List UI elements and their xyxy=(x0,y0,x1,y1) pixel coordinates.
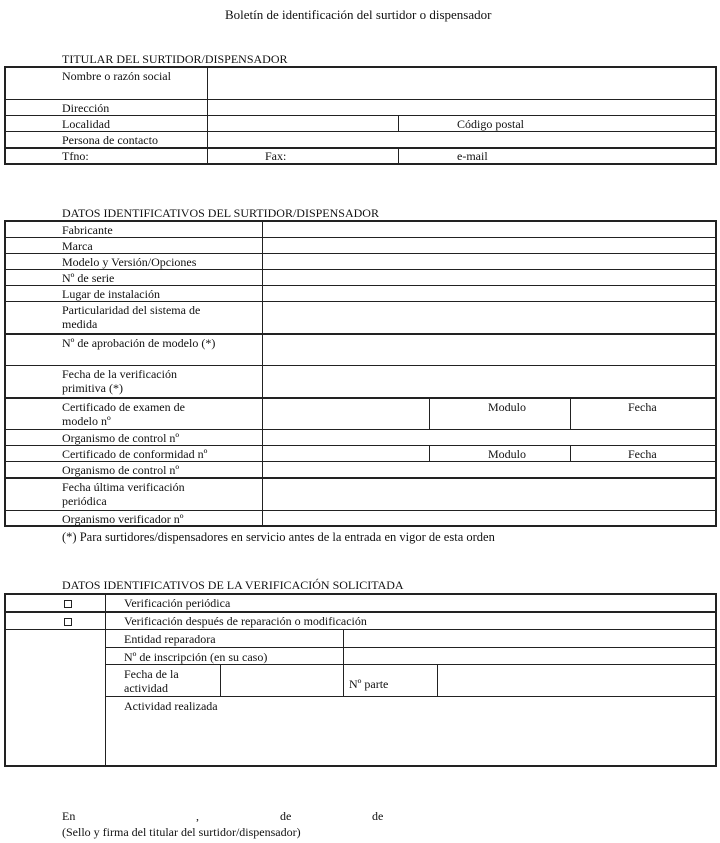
checkbox-verificacion-periodica[interactable] xyxy=(64,600,72,608)
signature-caption: (Sello y firma del titular del surtidor/dispensador) xyxy=(62,825,301,839)
field-modelo[interactable] xyxy=(263,254,716,269)
label-organismo-verificador: Organismo verificador nº xyxy=(62,512,184,526)
label-fecha-1: Fecha xyxy=(628,400,657,414)
field-fabricante[interactable] xyxy=(263,222,716,237)
field-fecha-verificacion-primitiva[interactable] xyxy=(263,366,716,397)
section-heading-titular: TITULAR DEL SURTIDOR/DISPENSADOR xyxy=(62,52,288,66)
label-numero-parte: Nº parte xyxy=(349,677,389,691)
label-marca: Marca xyxy=(62,239,93,253)
label-codigo-postal: Código postal xyxy=(457,117,525,131)
section-heading-datos-surtidor: DATOS IDENTIFICATIVOS DEL SURTIDOR/DISPENSADOR xyxy=(62,206,379,220)
checkbox-verificacion-reparacion[interactable] xyxy=(64,618,72,626)
field-fecha-actividad[interactable] xyxy=(221,666,343,696)
field-fecha-ultima-verificacion[interactable] xyxy=(263,479,716,510)
page-title: Boletín de identificación del surtidor o dispensador xyxy=(225,7,492,22)
label-persona-contacto: Persona de contacto xyxy=(62,133,158,147)
field-nombre[interactable] xyxy=(208,68,716,99)
field-marca[interactable] xyxy=(263,238,716,253)
label-organismo-control-2: Organismo de control nº xyxy=(62,463,180,477)
field-actividad-realizada[interactable] xyxy=(106,712,716,765)
label-lugar: Lugar de instalación xyxy=(62,287,160,301)
label-organismo-control-1: Organismo de control nº xyxy=(62,431,180,445)
field-localidad[interactable] xyxy=(208,116,398,131)
field-inscripcion[interactable] xyxy=(344,648,716,664)
label-serie: Nº de serie xyxy=(62,271,115,285)
field-certificado-conformidad[interactable] xyxy=(263,446,429,461)
label-inscripcion: Nº de inscripción (en su caso) xyxy=(124,650,268,664)
field-particularidad[interactable] xyxy=(263,302,716,333)
field-direccion[interactable] xyxy=(208,100,716,115)
field-entidad-reparadora[interactable] xyxy=(344,631,716,647)
label-fecha-ultima-verificacion: Fecha última verificación periódica xyxy=(62,480,185,508)
field-aprobacion[interactable] xyxy=(263,335,716,365)
label-email: e-mail xyxy=(457,149,488,163)
label-verificacion-periodica: Verificación periódica xyxy=(124,596,231,610)
signature-de-2: de xyxy=(372,809,384,823)
label-actividad-realizada: Actividad realizada xyxy=(124,699,218,713)
label-modelo: Modelo y Versión/Opciones xyxy=(62,255,197,269)
label-verificacion-reparacion: Verificación después de reparación o modificación xyxy=(124,614,367,628)
field-organismo-control-2[interactable] xyxy=(263,462,716,477)
label-fecha-verificacion-primitiva: Fecha de la verificación primitiva (*) xyxy=(62,367,177,395)
label-fax: Fax: xyxy=(265,149,287,163)
signature-comma: , xyxy=(196,809,199,823)
label-fecha-2: Fecha xyxy=(628,447,657,461)
label-modulo-1: Modulo xyxy=(488,400,527,414)
signature-en: En xyxy=(62,809,76,823)
field-certificado-examen[interactable] xyxy=(263,399,429,429)
label-fabricante: Fabricante xyxy=(62,223,113,237)
label-fecha-actividad: Fecha de la actividad xyxy=(124,667,179,695)
field-persona-contacto[interactable] xyxy=(208,132,716,147)
field-lugar[interactable] xyxy=(263,286,716,301)
label-aprobacion: Nº de aprobación de modelo (*) xyxy=(62,336,216,350)
field-numero-parte[interactable] xyxy=(438,666,716,696)
section-heading-verificacion: DATOS IDENTIFICATIVOS DE LA VERIFICACIÓN SOLICITADA xyxy=(62,578,404,592)
label-localidad: Localidad xyxy=(62,117,110,131)
label-certificado-conformidad: Certificado de conformidad nº xyxy=(62,447,208,461)
label-tfno: Tfno: xyxy=(62,149,89,163)
label-certificado-examen: Certificado de examen de modelo nº xyxy=(62,400,185,428)
field-serie[interactable] xyxy=(263,270,716,285)
label-modulo-2: Modulo xyxy=(488,447,527,461)
signature-de-1: de xyxy=(280,809,292,823)
label-entidad-reparadora: Entidad reparadora xyxy=(124,632,216,646)
label-particularidad: Particularidad del sistema de medida xyxy=(62,303,201,331)
field-organismo-control-1[interactable] xyxy=(263,430,716,445)
field-organismo-verificador[interactable] xyxy=(263,511,716,526)
footnote: (*) Para surtidores/dispensadores en servicio antes de la entrada en vigor de esta orden xyxy=(62,530,495,544)
label-nombre: Nombre o razón social xyxy=(62,69,171,83)
label-direccion: Dirección xyxy=(62,101,110,115)
